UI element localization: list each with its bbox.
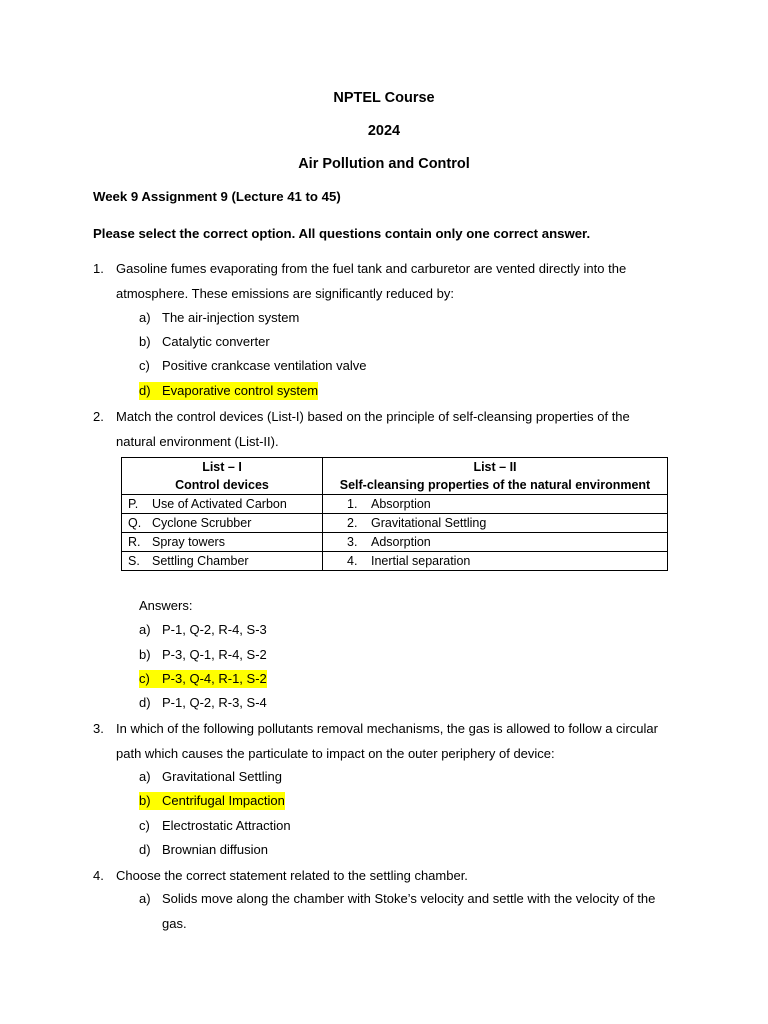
subject-title: Air Pollution and Control — [298, 156, 470, 172]
q1-option-a[interactable]: a) The air-injection system — [139, 310, 300, 325]
question-text-line: natural environment (List-II). — [116, 434, 279, 449]
course-year: 2024 — [367, 123, 401, 139]
table-row: Q. Cyclone Scrubber 2. Gravitational Settling — [122, 514, 668, 533]
question-number: 4. — [93, 868, 104, 883]
answers-label: Answers: — [139, 598, 193, 613]
q2-option-b[interactable]: b) P-3, Q-1, R-4, S-2 — [139, 647, 267, 662]
q1-option-b[interactable]: b) Catalytic converter — [139, 334, 270, 349]
table-header-row — [122, 458, 668, 495]
q2-option-a[interactable]: a) P-1, Q-2, R-4, S-3 — [139, 622, 267, 637]
q1-option-c[interactable]: c) Positive crankcase ventilation valve — [139, 358, 367, 373]
question-number: 1. — [93, 261, 104, 276]
q3-option-d[interactable]: d) Brownian diffusion — [139, 842, 268, 857]
q2-option-d[interactable]: d) P-1, Q-2, R-3, S-4 — [139, 695, 267, 710]
table-row: S. Settling Chamber 4. Inertial separation — [122, 552, 668, 571]
q3-option-b-correct[interactable]: b) Centrifugal Impaction — [139, 793, 285, 808]
list-2-header: List – II Self-cleansing properties of the natural environment — [323, 458, 668, 495]
list-1-header: List – I Control devices — [122, 458, 323, 495]
table-row: R. Spray towers 3. Adsorption — [122, 533, 668, 552]
q4-option-a-continuation: gas. — [162, 916, 187, 931]
question-number: 3. — [93, 721, 104, 736]
question-text-line: Gasoline fumes evaporating from the fuel tank and carburetor are vented directly into the — [116, 261, 627, 276]
q3-option-c[interactable]: c) Electrostatic Attraction — [139, 818, 291, 833]
match-table — [121, 457, 668, 571]
question-text-line: Match the control devices (List-I) based on the principle of self-cleansing properties of the — [116, 409, 630, 424]
question-text-line: Choose the correct statement related to the settling chamber. — [116, 868, 468, 883]
q1-option-d-correct[interactable]: d) Evaporative control system — [139, 383, 319, 398]
question-text-line: In which of the following pollutants removal mechanisms, the gas is allowed to follow a circular — [116, 721, 658, 736]
q3-option-a[interactable]: a) Gravitational Settling — [139, 769, 282, 784]
question-text-line: atmosphere. These emissions are significantly reduced by: — [116, 286, 454, 301]
question-text-line: path which causes the particulate to impact on the outer periphery of device: — [116, 746, 555, 761]
q2-option-c-correct[interactable]: c) P-3, Q-4, R-1, S-2 — [139, 671, 267, 686]
q4-option-a[interactable]: a) Solids move along the chamber with Stoke’s velocity and settle with the velocity of the — [139, 891, 656, 906]
instruction-text: Please select the correct option. All questions contain only one correct answer. — [93, 226, 591, 241]
table-row: P. Use of Activated Carbon 1. Absorption — [122, 495, 668, 514]
assignment-title: Week 9 Assignment 9 (Lecture 41 to 45) — [93, 189, 341, 204]
question-number: 2. — [93, 409, 104, 424]
course-title: NPTEL Course — [333, 90, 435, 106]
